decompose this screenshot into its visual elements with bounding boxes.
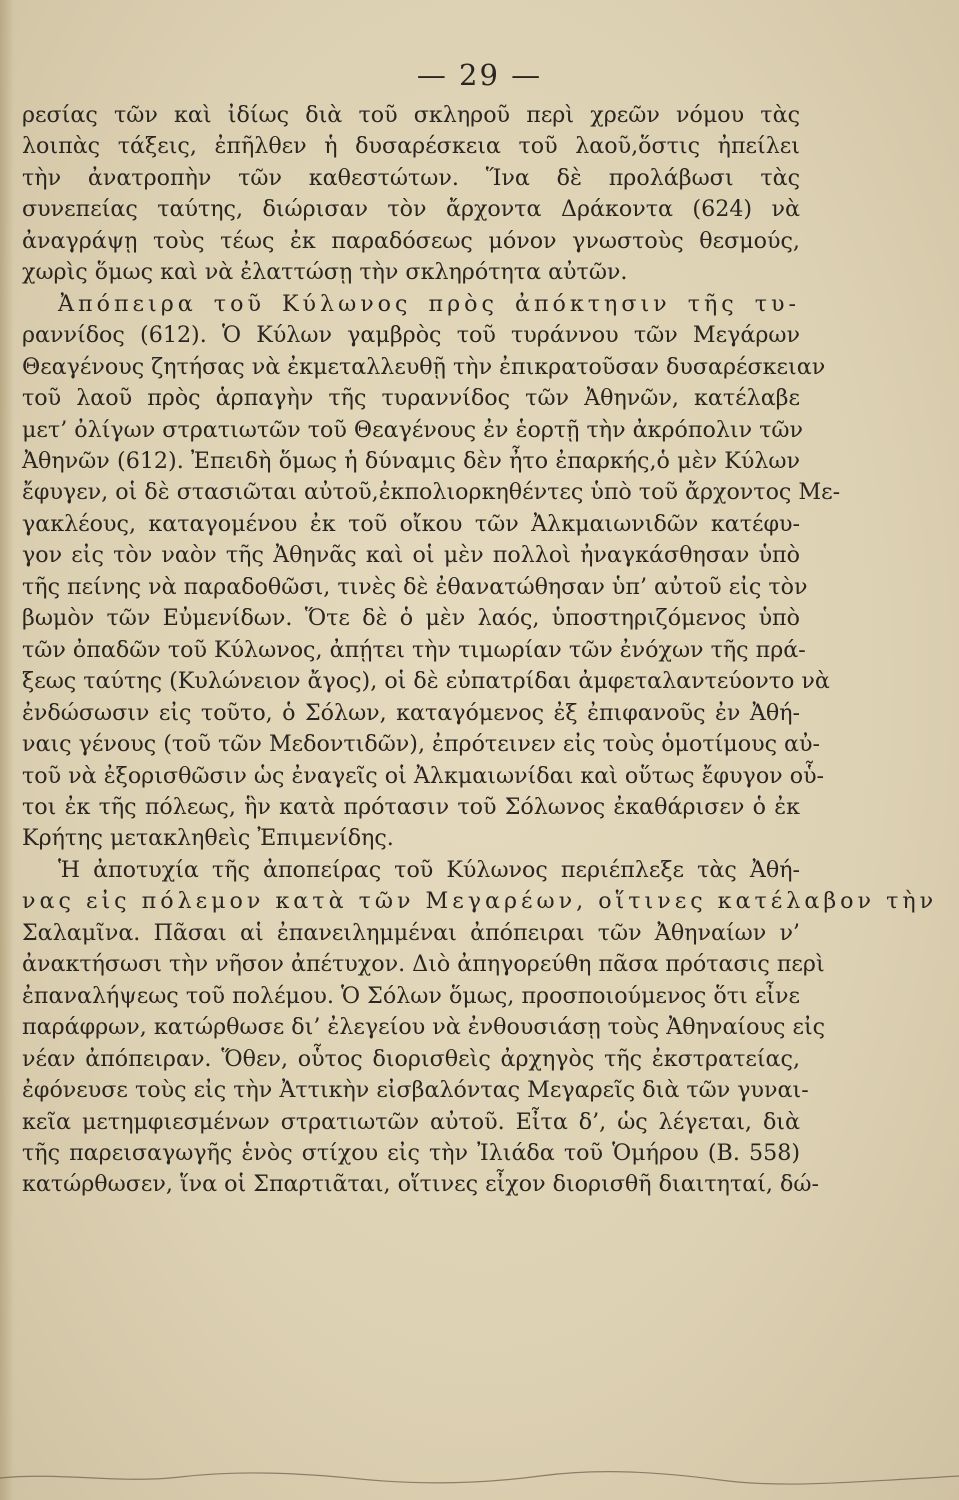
section-heading-line: Ἀπόπειρα τοῦ Κύλωνος πρὸς ἀπόκτησιν τῆς τυ- [58,290,800,317]
text-line: τῆς παρεισαγωγῆς ἑνὸς στίχου εἰς τὴν Ἰλιάδα τοῦ Ὁμήρου (Β. 558) [22,1139,800,1166]
text-line: γακλέους, καταγομένου ἐκ τοῦ οἴκου τῶν Ἀλκμαιωνιδῶν κατέφυ- [22,510,800,537]
text-line: κατώρθωσεν, ἵνα οἱ Σπαρτιᾶται, οἵτινες εἶχον διορισθῆ διαιτηταί, δώ- [22,1171,819,1198]
torn-bottom-edge [0,1468,959,1488]
text-line: τὴν ἀνατροπὴν τῶν καθεστώτων. Ἵνα δὲ προλάβωσι τὰς [22,164,800,191]
text-line: συνεπείας ταύτης, διώρισαν τὸν ἄρχοντα Δράκοντα (624) νὰ [22,196,800,223]
text-line: ρεσίας τῶν καὶ ἰδίως διὰ τοῦ σκληροῦ περὶ χρεῶν νόμου τὰς [22,102,800,128]
text-line: Θεαγένους ζητήσας νὰ ἐκμεταλλευθῇ τὴν ἐπικρατοῦσαν δυσαρέσκειαν [22,353,826,380]
text-line: νέαν ἀπόπειραν. Ὅθεν, οὗτος διορισθεὶς ἀρχηγὸς τῆς ἐκστρατείας, [22,1045,800,1072]
text-line: βωμὸν τῶν Εὐμενίδων. Ὅτε δὲ ὁ μὲν λαός, ὑποστηριζόμενος ὑπὸ [22,605,800,632]
text-line: τοῦ λαοῦ πρὸς ἁρπαγὴν τῆς τυραννίδος τῶν Ἀθηνῶν, κατέλαβε [22,385,800,412]
page-number: — 29 — [416,58,543,92]
text-line: τοῦ νὰ ἐξορισθῶσιν ὡς ἐναγεῖς οἱ Ἀλκμαιωνίδαι καὶ οὕτως ἔφυγον οὗ- [22,762,825,789]
page-edge-shadow [0,0,14,1500]
text-line: γον εἰς τὸν ναὸν τῆς Ἀθηνᾶς καὶ οἱ μὲν πολλοὶ ἠναγκάσθησαν ὑπὸ [22,542,800,569]
text-line: ἀναγράψῃ τοὺς τέως ἐκ παραδόσεως μόνον γνωστοὺς θεσμούς, [22,227,800,254]
text-line: νας εἰς πόλεμον κατὰ τῶν Μεγαρέων, οἵτινες κατέλαβον τὴν [22,888,938,915]
text-line: ἔφυγεν, οἱ δὲ στασιῶται αὐτοῦ,ἐκπολιορκηθέντες ὑπὸ τοῦ ἄρχοντος Με- [22,479,841,506]
text-line: χωρὶς ὅμως καὶ νὰ ἐλαττώσῃ τὴν σκληρότητα αὐτῶν. [22,259,628,286]
text-line: Σαλαμῖνα. Πᾶσαι αἱ ἐπανειλημμέναι ἀπόπειραι τῶν Ἀθηναίων ν’ [22,919,800,946]
text-line: λοιπὰς τάξεις, ἐπῆλθεν ἡ δυσαρέσκεια τοῦ λαοῦ,ὅστις ἠπείλει [22,133,800,160]
text-line: παράφρων, κατώρθωσε δι’ ἐλεγείου νὰ ἐνθουσιάσῃ τοὺς Ἀθηναίους εἰς [22,1014,826,1041]
text-line: κεῖα μετημφιεσμένων στρατιωτῶν αὐτοῦ. Εἶτα δ’, ὡς λέγεται, διὰ [22,1108,800,1135]
text-line: ἀνακτήσωσι τὴν νῆσον ἀπέτυχον. Διὸ ἀπηγορεύθη πᾶσα πρότασις περὶ [22,951,825,978]
text-line: ἐνδώσωσιν εἰς τοῦτο, ὁ Σόλων, καταγόμενος ἐξ ἐπιφανοῦς ἐν Ἀθή- [22,699,800,726]
text-line: μετ’ ὀλίγων στρατιωτῶν τοῦ Θεαγένους ἐν ἑορτῇ τὴν ἀκρόπολιν τῶν [22,416,803,443]
text-line: τοι ἐκ τῆς πόλεως, ἣν κατὰ πρότασιν τοῦ Σόλωνος ἐκαθάρισεν ὁ ἐκ [22,793,800,820]
text-line: ραννίδος (612). Ὁ Κύλων γαμβρὸς τοῦ τυράννου τῶν Μεγάρων [22,322,800,349]
text-line: ἐφόνευσε τοὺς εἰς τὴν Ἀττικὴν εἰσβαλόντας Μεγαρεῖς διὰ τῶν γυναι- [22,1077,809,1104]
text-line: ναις γένους (τοῦ τῶν Μεδοντιδῶν), ἐπρότεινεν εἰς τοὺς ὁμοτίμους αὐ- [22,731,821,758]
body-text [22,100,938,1201]
text-line: Ἡ ἀποτυχία τῆς ἀποπείρας τοῦ Κύλωνος περιέπλεξε τὰς Ἀθή- [58,856,800,883]
text-line: τῶν ὀπαδῶν τοῦ Κύλωνος, ἀπῄτει τὴν τιμωρίαν τῶν ἐνόχων τῆς πρά- [22,636,806,663]
text-line: ξεως ταύτης (Κυλώνειον ἄγος), οἱ δὲ εὐπατρίδαι ἀμφεταλαντεύοντο νὰ [22,668,830,695]
text-line: Ἀθηνῶν (612). Ἐπειδὴ ὅμως ἡ δύναμις δὲν ἦτο ἐπαρκής,ὁ μὲν Κύλων [22,447,800,474]
text-line: Κρήτης μετακληθεὶς Ἐπιμενίδης. [22,825,394,852]
text-line: ἐπαναλήψεως τοῦ πολέμου. Ὁ Σόλων ὅμως, προσποιούμενος ὅτι εἶνε [22,982,800,1009]
text-line: τῆς πείνης νὰ παραδοθῶσι, τινὲς δὲ ἐθανατώθησαν ὑπ’ αὐτοῦ εἰς τὸν [22,573,808,600]
